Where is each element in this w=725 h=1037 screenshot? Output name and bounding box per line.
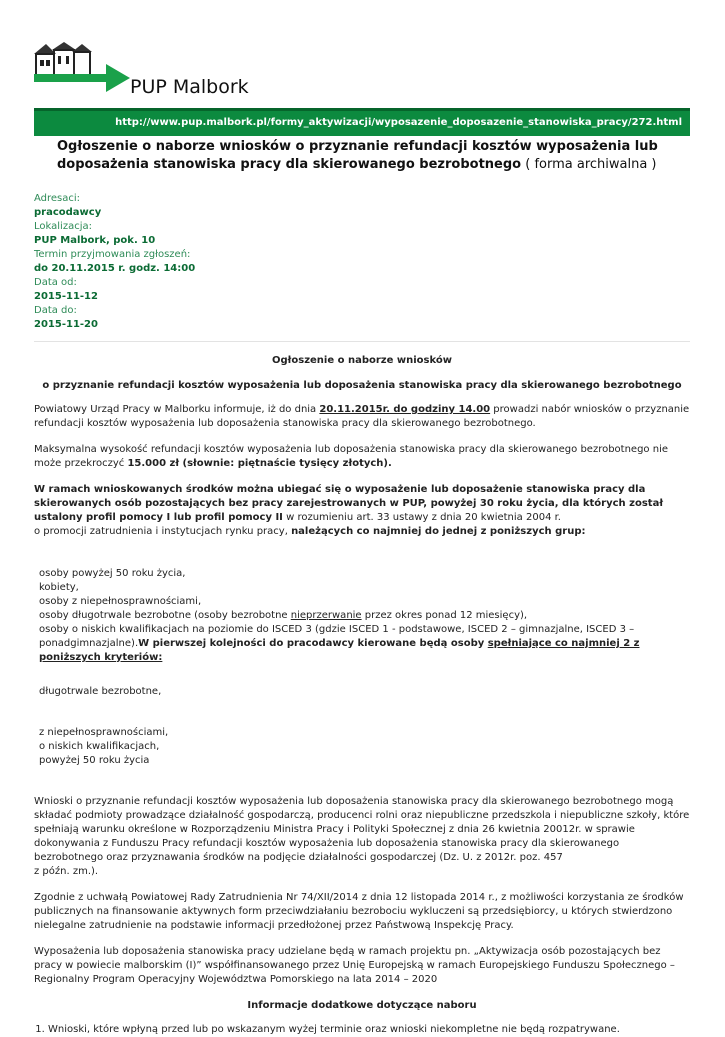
group5-underlined: spełniające co najmniej 2 z poniższych kryteriów: xyxy=(39,638,640,663)
data-od-value: 2015-11-12 xyxy=(34,291,98,302)
criteria-list xyxy=(34,726,690,768)
paragraph-eligibility-cont xyxy=(34,525,690,539)
data-do-label: Data do: xyxy=(34,305,77,316)
list-item: powyżej 50 roku życia xyxy=(39,755,150,766)
data-do-value: 2015-11-20 xyxy=(34,319,98,330)
list-item: o niskich kwalifikacjach, xyxy=(39,741,160,752)
heading-nabor: Ogłoszenie o naborze wniosków xyxy=(272,355,452,366)
list-item: 1. Wnioski, które wpłyną przed lub po wskazanym wyżej terminie oraz wnioski niekompletne nie będą rozpatrywane. xyxy=(48,1023,690,1037)
p2-text-a: Maksymalna wysokość refundacji kosztów wyposażenia lub doposażenia stanowiska pracy dla skierowanego bezrobotnego nie może przekroczyć xyxy=(34,444,668,469)
heading-additional-info: Informacje dodatkowe dotyczące naboru xyxy=(247,1000,477,1011)
url-bar xyxy=(34,108,690,136)
groups-list xyxy=(34,567,690,665)
p3-text-b: o promocji zatrudnienia i instytucjach rynku pracy, xyxy=(34,526,292,537)
termin-label: Termin przyjmowania zgłoszeń: xyxy=(34,249,191,260)
list-item xyxy=(39,609,690,623)
title-archive-note: ( forma archiwalna ) xyxy=(521,157,657,172)
list-item: kobiety, xyxy=(39,582,79,593)
adresaci-value: pracodawcy xyxy=(34,207,102,218)
group4-underlined: nieprzerwanie xyxy=(290,610,362,621)
group5-bold: W pierwszej kolejności do pracodawcy kierowane będą osoby xyxy=(138,638,488,649)
paragraph-project: Wyposażenia lub doposażenia stanowiska pracy udzielane będą w ramach projektu pn. „Aktywizacja osób pozostających bez pracy w powiecie malborskim (I)” współfinansowanego przez Unię Europejską w ramach Europejskiego Funduszu Społecznego – Regionalny Program Operacyjny Województwa Pomorskiego na lata 2014 – 2020 xyxy=(34,946,675,985)
lokalizacja-label: Lokalizacja: xyxy=(34,221,92,232)
title-main: Ogłoszenie o naborze wniosków o przyznanie refundacji kosztów wyposażenia lub doposażenia stanowiska pracy dla skierowanego bezrobotnego xyxy=(57,139,658,172)
paragraph-applicants: Wnioski o przyznanie refundacji kosztów wyposażenia lub doposażenia stanowiska pracy dla skierowanego bezrobotnego mogą składać podmioty prowadzące działalność gospodarczą, producenci rolni oraz niepubliczne przedszkola i niepubliczne szkoły, które spełniają warunku określone w Rozporządzeniu Ministra Pracy i Polityki Społecznej z dnia 26 kwietnia 20012r. w sprawie dokonywania z Funduszu Pracy refundacji kosztów wyposażenia lub doposażenia stanowiska pracy dla skierowanego bezrobotnego oraz przyznawania środków na podjęcie działalności gospodarczej (Dz. U. z 2012r. poz. 457 xyxy=(34,796,690,863)
group4-text-a: osoby długotrwale bezrobotne (osoby bezrobotne xyxy=(39,610,291,621)
page-title xyxy=(57,138,687,174)
meta-block xyxy=(34,192,195,332)
adresaci-label: Adresaci: xyxy=(34,193,81,204)
paragraph-resolution: Zgodnie z uchwałą Powiatowej Rady Zatrudnienia Nr 74/XII/2014 z dnia 12 listopada 2014 r., z możliwości korzystania ze środków publicznych na finansowanie aktywnych form przeciwdziałaniu bezrobociu wykluczeni są przedsiębiorcy, u których stwierdzono nielegalne zatrudnienie na podstawie informacji przedłożonej przez Państwową Inspekcję Pracy. xyxy=(34,892,684,931)
p3-text-c: należących co najmniej do jednej z poniższych grup: xyxy=(291,526,586,537)
group5-text-a: osoby o niskich kwalifikacjach na poziomie do ISCED 3 (gdzie ISCED 1 - podstawowe, ISCED 2 – gimnazjalne, ISCED 3 –ponadgimnazjalne). xyxy=(39,624,635,649)
page-header xyxy=(0,0,725,110)
announcement-body xyxy=(34,354,690,1037)
list-item xyxy=(39,623,690,665)
data-od-label: Data od: xyxy=(34,277,77,288)
divider xyxy=(34,341,690,342)
paragraph-max-amount xyxy=(34,443,690,471)
deadline-date: 20.11.2015r. do godziny 14.00 xyxy=(319,404,491,415)
criterion-long-term: długotrwale bezrobotne, xyxy=(39,686,162,697)
list-item: osoby powyżej 50 roku życia, xyxy=(39,568,186,579)
paragraph-applicants-end: z późn. zm.). xyxy=(34,866,99,877)
paragraph-deadline xyxy=(34,403,690,431)
termin-value: do 20.11.2015 r. godz. 14:00 xyxy=(34,263,196,274)
paragraph-eligibility xyxy=(34,483,690,525)
site-name: PUP Malbork xyxy=(130,76,249,98)
p3-text-a: w rozumieniu art. 33 ustawy z dnia 20 kwietnia 2004 r. xyxy=(282,512,561,523)
page-url-link[interactable]: http://www.pup.malbork.pl/formy_aktywizacji/wyposazenie_doposazenie_stanowiska_pracy/272.html xyxy=(115,117,682,128)
p1-text-a: Powiatowy Urząd Pracy w Malborku informuje, iż do dnia xyxy=(34,404,320,415)
pup-logo-icon xyxy=(34,40,132,92)
p3-bold: W ramach wnioskowanych środków można ubiegać się o wyposażenie lub doposażenie stanowiska pracy dla skierowanych osób pozostających bez pracy zarejestrowanych w PUP, powyżej 30 roku życia, dla których został ustalony profil pomocy I lub profil pomocy II xyxy=(34,484,664,523)
p1-text-b: prowadzi nabór wniosków o przyznanie refundacji kosztów wyposażenia lub doposażenia stanowiska pracy dla skierowanego bezrobotnego. xyxy=(34,404,690,429)
heading-refundacja: o przyznanie refundacji kosztów wyposażenia lub doposażenia stanowiska pracy dla skierowanego bezrobotnego xyxy=(42,380,682,391)
additional-info-list xyxy=(34,1023,690,1037)
group4-text-b: przez okres ponad 12 miesięcy), xyxy=(361,610,528,621)
max-amount: 15.000 zł (słownie: piętnaście tysięcy złotych). xyxy=(127,458,392,469)
list-item: z niepełnosprawnościami, xyxy=(39,727,169,738)
lokalizacja-value: PUP Malbork, pok. 10 xyxy=(34,235,156,246)
list-item: osoby z niepełnosprawnościami, xyxy=(39,596,202,607)
